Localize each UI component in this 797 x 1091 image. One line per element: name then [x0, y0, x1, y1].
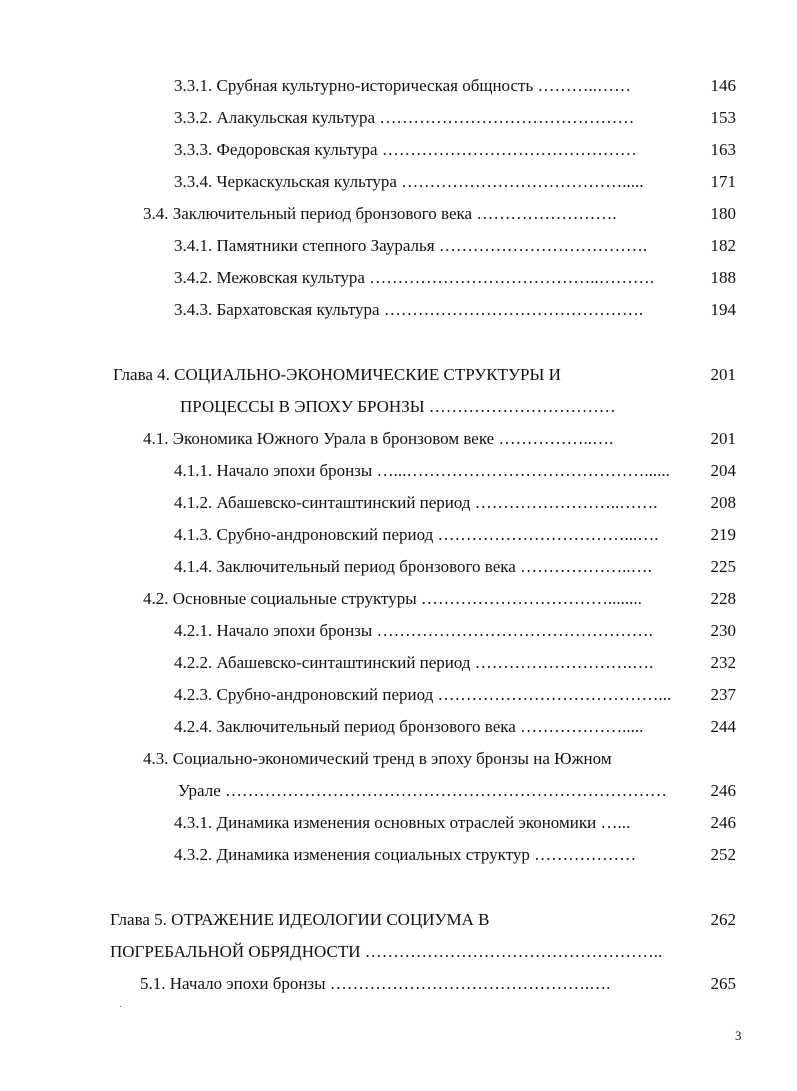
toc-entry-text: 4.2.2. Абашевско-синташтинский период ……………………….…. — [174, 653, 654, 672]
toc-entry-page: 246 — [710, 781, 736, 800]
toc-entry-text: 4.2.3. Срубно-андроновский период …………………………………... — [174, 685, 672, 704]
toc-entry-text: 3.3.2. Алакульская культура ……………………………………… — [174, 108, 635, 127]
toc-entry-page: 201 — [710, 429, 736, 448]
toc-chapter-title-continued: ПОГРЕБАЛЬНОЙ ОБРЯДНОСТИ …………………………………………….. — [110, 942, 663, 961]
toc-entry-text: 5.1. Начало эпохи бронзы ……………………………………….…. — [140, 974, 611, 993]
stray-mark: · — [119, 1002, 123, 1013]
toc-entry-page: 228 — [710, 589, 736, 608]
toc-entry-page: 146 — [710, 76, 736, 95]
toc-entry-page: 171 — [710, 172, 736, 191]
toc-entry-page: 204 — [710, 461, 736, 480]
toc-entry-text: 4.2.1. Начало эпохи бронзы …………………………………………. — [174, 621, 653, 640]
toc-entry-text: 4.3.1. Динамика изменения основных отраслей экономики …... — [174, 813, 631, 832]
page-number: 3 — [735, 1028, 742, 1043]
toc-entry-text: 3.3.3. Федоровская культура ……………………………………… — [174, 140, 637, 159]
toc-entry-page: 201 — [710, 365, 736, 384]
toc-entry-page: 262 — [710, 910, 736, 929]
toc-entry-text: 3.4. Заключительный период бронзового века ……………………. — [143, 204, 617, 223]
toc-entry-page: 252 — [710, 845, 736, 864]
toc-entry-page: 232 — [710, 653, 736, 672]
toc-chapter-title: Глава 5. ОТРАЖЕНИЕ ИДЕОЛОГИИ СОЦИУМА В — [110, 910, 490, 929]
toc-entry-text: 4.2. Основные социальные структуры ……………………………........ — [143, 589, 642, 608]
toc-entry-text: 3.3.4. Черкаскульская культура …………………………………..... — [174, 172, 644, 191]
toc-entry-page: 194 — [710, 300, 736, 319]
toc-entry-page: 182 — [710, 236, 736, 255]
toc-entry-page: 265 — [710, 974, 736, 993]
toc-entry-text-continued: Урале …………………………………………………………………… — [178, 781, 668, 800]
toc-entry-page: 163 — [710, 140, 736, 159]
toc-entry-page: 180 — [710, 204, 736, 223]
toc-chapter-title-continued: ПРОЦЕССЫ В ЭПОХУ БРОНЗЫ …………………………… — [180, 397, 616, 416]
toc-entry-page: 188 — [710, 268, 736, 287]
toc-chapter-title: Глава 4. СОЦИАЛЬНО-ЭКОНОМИЧЕСКИЕ СТРУКТУРЫ И — [113, 365, 561, 384]
toc-entry-text: 4.1.4. Заключительный период бронзового века ………………..…. — [174, 557, 652, 576]
toc-entry-text: 3.4.2. Межовская культура …………………………………..………. — [174, 268, 654, 287]
toc-entry-page: 244 — [710, 717, 736, 736]
toc-entry-text: 4.3. Социально-экономический тренд в эпоху бронзы на Южном — [143, 749, 612, 768]
toc-entry-page: 246 — [710, 813, 736, 832]
toc-entry-text: 4.3.2. Динамика изменения социальных структур ……………… — [174, 845, 637, 864]
toc-entry-text: 4.1.2. Абашевско-синташтинский период ……………………..……. — [174, 493, 658, 512]
toc-entry-text: 4.2.4. Заключительный период бронзового века ………………..... — [174, 717, 644, 736]
toc-entry-text: 3.3.1. Срубная культурно-историческая общность ………..…… — [174, 76, 631, 95]
toc-entry-page: 219 — [710, 525, 736, 544]
toc-entry-text: 4.1. Экономика Южного Урала в бронзовом веке ……………..…. — [143, 429, 614, 448]
toc-entry-text: 4.1.3. Срубно-андроновский период ……………………………...…. — [174, 525, 659, 544]
toc-entry-text: 3.4.1. Памятники степного Зауралья ………………………………. — [174, 236, 648, 255]
toc-entry-text: 4.1.1. Начало эпохи бронзы …...……………………………………...... — [174, 461, 670, 480]
toc-entry-page: 153 — [710, 108, 736, 127]
toc-entry-page: 230 — [710, 621, 736, 640]
toc-entry-page: 237 — [710, 685, 736, 704]
toc-entry-page: 225 — [710, 557, 736, 576]
toc-entry-page: 208 — [710, 493, 736, 512]
toc-entry-text: 3.4.3. Бархатовская культура ………………………………………. — [174, 300, 644, 319]
